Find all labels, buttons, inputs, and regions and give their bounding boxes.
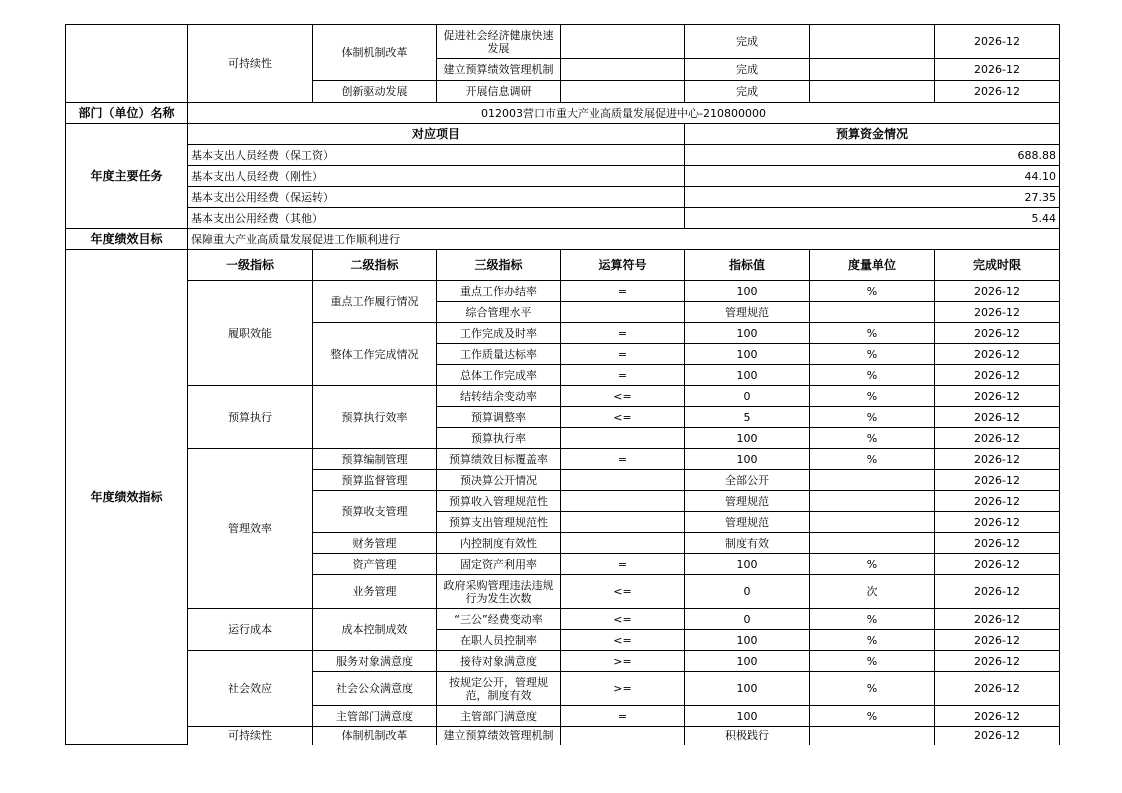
operator-cell: >= bbox=[561, 651, 685, 672]
col-header-budget: 预算资金情况 bbox=[685, 124, 1060, 145]
deadline-cell: 2026-12 bbox=[935, 344, 1060, 365]
unit-cell: % bbox=[810, 651, 935, 672]
level2-indicator: 服务对象满意度 bbox=[313, 651, 437, 672]
operator-cell: = bbox=[561, 449, 685, 470]
level2-indicator: 资产管理 bbox=[313, 554, 437, 575]
unit-cell bbox=[810, 491, 935, 512]
indicator-value: 100 bbox=[685, 554, 810, 575]
level3-indicator: 开展信息调研 bbox=[437, 81, 561, 103]
level3-indicator: 重点工作办结率 bbox=[437, 281, 561, 302]
level3-indicator: 政府采购管理违法违规行为发生次数 bbox=[437, 575, 561, 609]
unit-cell bbox=[810, 470, 935, 491]
indicator-value: 全部公开 bbox=[685, 470, 810, 491]
level1-indicator: 履职效能 bbox=[188, 281, 313, 386]
operator-cell bbox=[561, 470, 685, 491]
unit-cell: % bbox=[810, 630, 935, 651]
operator-cell bbox=[561, 512, 685, 533]
indicator-value: 完成 bbox=[685, 25, 810, 59]
deadline-cell: 2026-12 bbox=[935, 407, 1060, 428]
level1-indicator: 可持续性 bbox=[188, 727, 313, 745]
level3-indicator: 主管部门满意度 bbox=[437, 706, 561, 727]
indicator-column-header: 运算符号 bbox=[561, 250, 685, 281]
indicator-column-header: 度量单位 bbox=[810, 250, 935, 281]
level3-indicator: 工作质量达标率 bbox=[437, 344, 561, 365]
tasks-label: 年度主要任务 bbox=[66, 124, 188, 229]
table-row bbox=[66, 208, 1060, 229]
table-row bbox=[66, 651, 1060, 672]
unit-cell: % bbox=[810, 706, 935, 727]
table-row bbox=[66, 124, 1060, 145]
task-item-name: 基本支出人员经费（刚性） bbox=[188, 166, 685, 187]
deadline-cell: 2026-12 bbox=[935, 449, 1060, 470]
operator-cell: <= bbox=[561, 407, 685, 428]
table-row bbox=[66, 229, 1060, 250]
deadline-cell: 2026-12 bbox=[935, 651, 1060, 672]
table-row bbox=[66, 250, 1060, 281]
operator-cell bbox=[561, 59, 685, 81]
level2-indicator: 预算监督管理 bbox=[313, 470, 437, 491]
level3-indicator: 预算收入管理规范性 bbox=[437, 491, 561, 512]
unit-cell: % bbox=[810, 428, 935, 449]
operator-cell: = bbox=[561, 554, 685, 575]
indicator-value: 管理规范 bbox=[685, 512, 810, 533]
level3-indicator: 预算支出管理规范性 bbox=[437, 512, 561, 533]
deadline-cell: 2026-12 bbox=[935, 386, 1060, 407]
indicator-value: 5 bbox=[685, 407, 810, 428]
task-item-name: 基本支出公用经费（保运转） bbox=[188, 187, 685, 208]
indicator-value: 0 bbox=[685, 575, 810, 609]
level2-indicator: 创新驱动发展 bbox=[313, 81, 437, 103]
level1-indicator: 可持续性 bbox=[188, 25, 313, 103]
operator-cell bbox=[561, 81, 685, 103]
indicator-value: 100 bbox=[685, 651, 810, 672]
unit-cell: % bbox=[810, 449, 935, 470]
indicator-value: 100 bbox=[685, 281, 810, 302]
table-row bbox=[66, 727, 1060, 745]
deadline-cell: 2026-12 bbox=[935, 630, 1060, 651]
task-item-name: 基本支出公用经费（其他） bbox=[188, 208, 685, 229]
category-cell-continued bbox=[66, 25, 188, 103]
level1-indicator: 管理效率 bbox=[188, 449, 313, 609]
goal-label: 年度绩效目标 bbox=[66, 229, 188, 250]
indicator-value: 积极践行 bbox=[685, 727, 810, 745]
level2-indicator: 预算收支管理 bbox=[313, 491, 437, 533]
level3-indicator: 预算调整率 bbox=[437, 407, 561, 428]
unit-cell bbox=[810, 302, 935, 323]
task-item-amount: 5.44 bbox=[685, 208, 1060, 229]
indicator-value: 100 bbox=[685, 630, 810, 651]
level3-indicator: 结转结余变动率 bbox=[437, 386, 561, 407]
unit-cell: % bbox=[810, 344, 935, 365]
unit-cell: % bbox=[810, 365, 935, 386]
table-row bbox=[66, 187, 1060, 208]
deadline-cell: 2026-12 bbox=[935, 323, 1060, 344]
task-item-name: 基本支出人员经费（保工资） bbox=[188, 145, 685, 166]
deadline-cell: 2026-12 bbox=[935, 706, 1060, 727]
indicator-column-header: 完成时限 bbox=[935, 250, 1060, 281]
operator-cell bbox=[561, 25, 685, 59]
deadline-cell: 2026-12 bbox=[935, 554, 1060, 575]
indicator-value: 完成 bbox=[685, 81, 810, 103]
operator-cell: <= bbox=[561, 575, 685, 609]
level2-indicator: 预算编制管理 bbox=[313, 449, 437, 470]
table-row bbox=[66, 386, 1060, 407]
deadline-cell: 2026-12 bbox=[935, 59, 1060, 81]
deadline-cell: 2026-12 bbox=[935, 609, 1060, 630]
indicator-value: 管理规范 bbox=[685, 491, 810, 512]
level3-indicator: 内控制度有效性 bbox=[437, 533, 561, 554]
unit-cell: % bbox=[810, 281, 935, 302]
task-item-amount: 44.10 bbox=[685, 166, 1060, 187]
operator-cell bbox=[561, 491, 685, 512]
deadline-cell: 2026-12 bbox=[935, 512, 1060, 533]
unit-cell: % bbox=[810, 386, 935, 407]
operator-cell bbox=[561, 727, 685, 745]
level1-indicator: 运行成本 bbox=[188, 609, 313, 651]
indicators-label: 年度绩效指标 bbox=[66, 250, 188, 745]
unit-cell: 次 bbox=[810, 575, 935, 609]
indicator-value: 制度有效 bbox=[685, 533, 810, 554]
level1-indicator: 社会效应 bbox=[188, 651, 313, 727]
level2-indicator: 业务管理 bbox=[313, 575, 437, 609]
level3-indicator: 预算执行率 bbox=[437, 428, 561, 449]
table-row bbox=[66, 166, 1060, 187]
dept-label: 部门（单位）名称 bbox=[66, 103, 188, 124]
level3-indicator: 接待对象满意度 bbox=[437, 651, 561, 672]
level1-indicator: 预算执行 bbox=[188, 386, 313, 449]
table-row bbox=[66, 449, 1060, 470]
indicator-value: 0 bbox=[685, 609, 810, 630]
level2-indicator: 重点工作履行情况 bbox=[313, 281, 437, 323]
unit-cell: % bbox=[810, 609, 935, 630]
operator-cell: = bbox=[561, 281, 685, 302]
operator-cell: <= bbox=[561, 630, 685, 651]
performance-table bbox=[65, 24, 1060, 745]
operator-cell: = bbox=[561, 344, 685, 365]
dept-name: 012003营口市重大产业高质量发展促进中心-210800000 bbox=[188, 103, 1060, 124]
level3-indicator: 建立预算绩效管理机制 bbox=[437, 727, 561, 745]
table-row bbox=[66, 609, 1060, 630]
operator-cell bbox=[561, 533, 685, 554]
deadline-cell: 2026-12 bbox=[935, 533, 1060, 554]
indicator-value: 100 bbox=[685, 672, 810, 706]
task-item-amount: 27.35 bbox=[685, 187, 1060, 208]
deadline-cell: 2026-12 bbox=[935, 491, 1060, 512]
unit-cell: % bbox=[810, 407, 935, 428]
operator-cell bbox=[561, 302, 685, 323]
indicator-value: 管理规范 bbox=[685, 302, 810, 323]
deadline-cell: 2026-12 bbox=[935, 428, 1060, 449]
unit-cell: % bbox=[810, 554, 935, 575]
budget-performance-sheet bbox=[65, 24, 1059, 745]
indicator-column-header: 一级指标 bbox=[188, 250, 313, 281]
operator-cell: = bbox=[561, 323, 685, 344]
unit-cell bbox=[810, 59, 935, 81]
level2-indicator: 财务管理 bbox=[313, 533, 437, 554]
operator-cell: >= bbox=[561, 672, 685, 706]
indicator-value: 100 bbox=[685, 428, 810, 449]
deadline-cell: 2026-12 bbox=[935, 281, 1060, 302]
level2-indicator: 成本控制成效 bbox=[313, 609, 437, 651]
deadline-cell: 2026-12 bbox=[935, 727, 1060, 745]
level2-indicator: 体制机制改革 bbox=[313, 727, 437, 745]
deadline-cell: 2026-12 bbox=[935, 470, 1060, 491]
level3-indicator: 在职人员控制率 bbox=[437, 630, 561, 651]
table-row bbox=[66, 281, 1060, 302]
unit-cell bbox=[810, 512, 935, 533]
indicator-value: 100 bbox=[685, 365, 810, 386]
level2-indicator: 整体工作完成情况 bbox=[313, 323, 437, 386]
indicator-column-header: 二级指标 bbox=[313, 250, 437, 281]
table-row bbox=[66, 145, 1060, 166]
deadline-cell: 2026-12 bbox=[935, 672, 1060, 706]
indicator-value: 完成 bbox=[685, 59, 810, 81]
level2-indicator: 主管部门满意度 bbox=[313, 706, 437, 727]
indicator-value: 100 bbox=[685, 323, 810, 344]
deadline-cell: 2026-12 bbox=[935, 302, 1060, 323]
task-item-amount: 688.88 bbox=[685, 145, 1060, 166]
deadline-cell: 2026-12 bbox=[935, 365, 1060, 386]
unit-cell: % bbox=[810, 323, 935, 344]
operator-cell: <= bbox=[561, 609, 685, 630]
deadline-cell: 2026-12 bbox=[935, 575, 1060, 609]
unit-cell: % bbox=[810, 672, 935, 706]
unit-cell bbox=[810, 81, 935, 103]
level3-indicator: 工作完成及时率 bbox=[437, 323, 561, 344]
operator-cell bbox=[561, 428, 685, 449]
unit-cell bbox=[810, 727, 935, 745]
col-header-item: 对应项目 bbox=[188, 124, 685, 145]
deadline-cell: 2026-12 bbox=[935, 81, 1060, 103]
operator-cell: <= bbox=[561, 386, 685, 407]
level3-indicator: 固定资产利用率 bbox=[437, 554, 561, 575]
operator-cell: = bbox=[561, 365, 685, 386]
indicator-column-header: 指标值 bbox=[685, 250, 810, 281]
level3-indicator: 预算绩效目标覆盖率 bbox=[437, 449, 561, 470]
level2-indicator: 体制机制改革 bbox=[313, 25, 437, 81]
unit-cell bbox=[810, 533, 935, 554]
indicator-column-header: 三级指标 bbox=[437, 250, 561, 281]
level3-indicator: 综合管理水平 bbox=[437, 302, 561, 323]
operator-cell: = bbox=[561, 706, 685, 727]
level3-indicator: 促进社会经济健康快速发展 bbox=[437, 25, 561, 59]
table-row bbox=[66, 25, 1060, 59]
level2-indicator: 社会公众满意度 bbox=[313, 672, 437, 706]
level2-indicator: 预算执行效率 bbox=[313, 386, 437, 449]
unit-cell bbox=[810, 25, 935, 59]
goal-text: 保障重大产业高质量发展促进工作顺利进行 bbox=[188, 229, 1060, 250]
indicator-value: 100 bbox=[685, 344, 810, 365]
level3-indicator: 建立预算绩效管理机制 bbox=[437, 59, 561, 81]
indicator-value: 0 bbox=[685, 386, 810, 407]
indicator-value: 100 bbox=[685, 706, 810, 727]
level3-indicator: “三公”经费变动率 bbox=[437, 609, 561, 630]
deadline-cell: 2026-12 bbox=[935, 25, 1060, 59]
level3-indicator: 总体工作完成率 bbox=[437, 365, 561, 386]
indicator-value: 100 bbox=[685, 449, 810, 470]
level3-indicator: 预决算公开情况 bbox=[437, 470, 561, 491]
level3-indicator: 按规定公开，管理规范，制度有效 bbox=[437, 672, 561, 706]
table-row bbox=[66, 103, 1060, 124]
